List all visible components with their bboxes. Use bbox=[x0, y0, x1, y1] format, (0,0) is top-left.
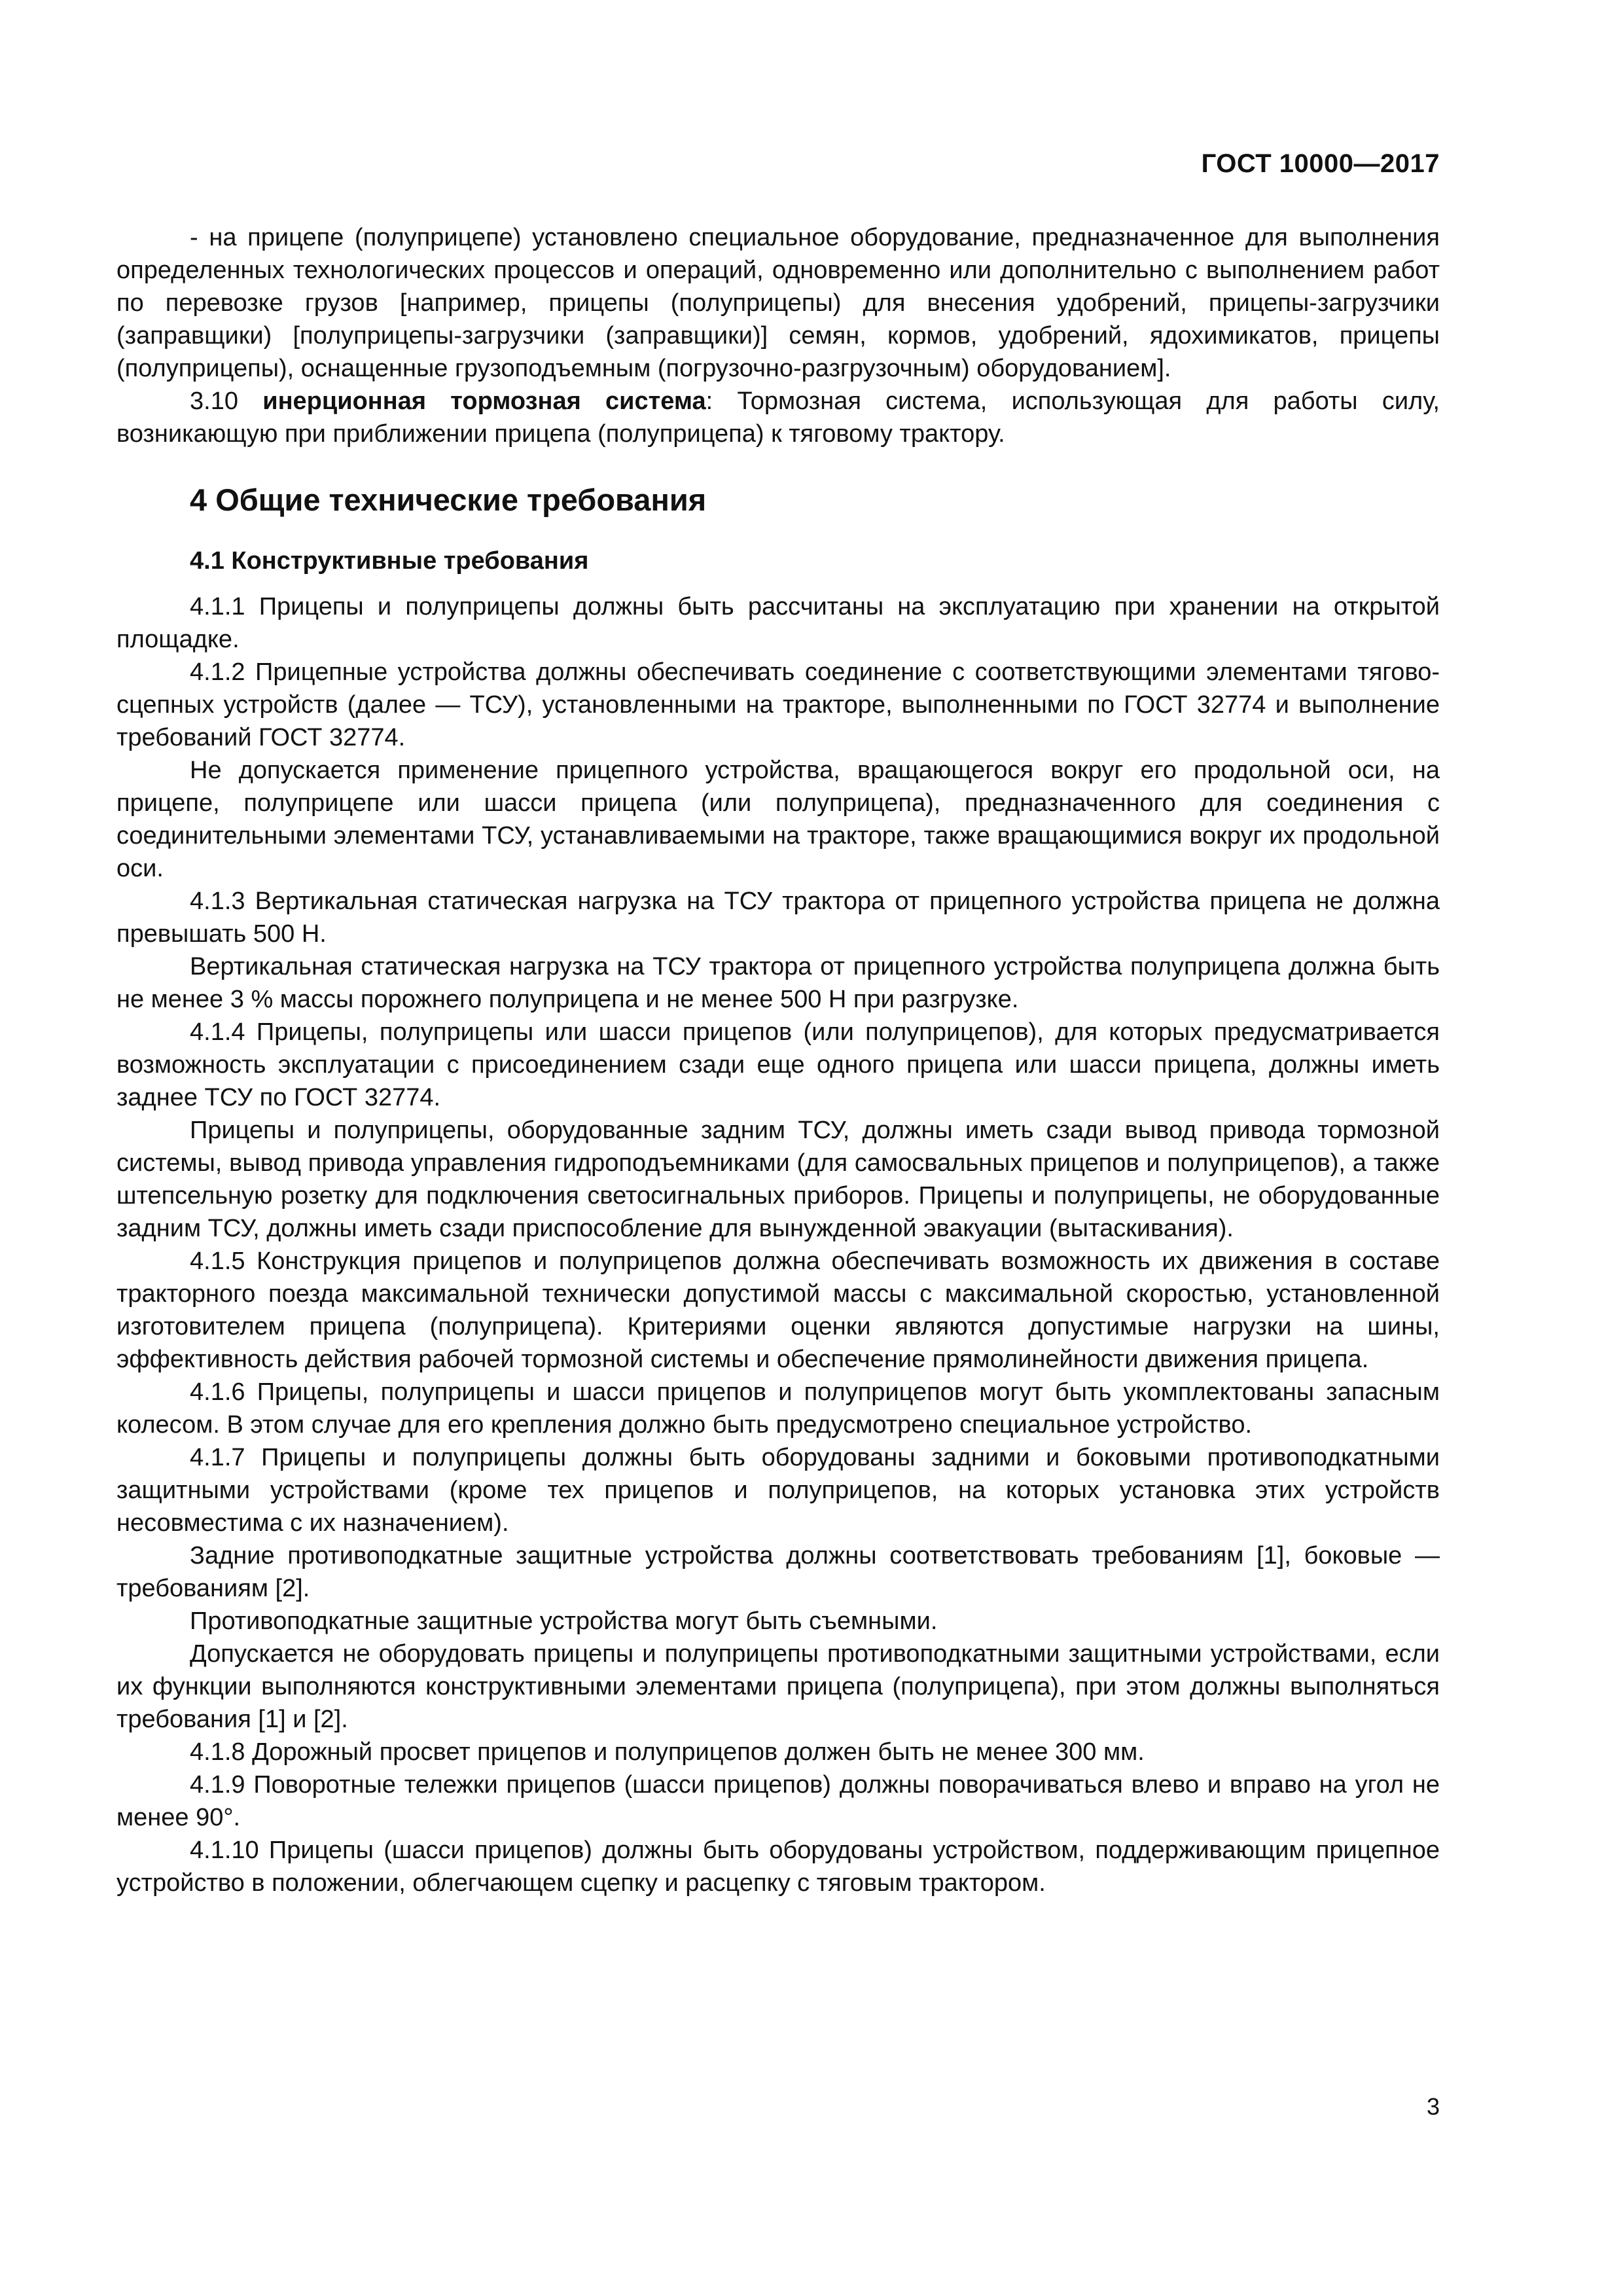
paragraph: 4.1.3 Вертикальная статическая нагрузка на ТСУ трактора от прицепного устройства прицепа не должна превышать 500 Н. bbox=[116, 888, 1440, 948]
document-body bbox=[116, 221, 1440, 1899]
document-code-header: ГОСТ 10000—2017 bbox=[1201, 149, 1440, 178]
page-number: 3 bbox=[1426, 2093, 1440, 2120]
subsection-heading: 4.1 Конструктивные требования bbox=[190, 547, 589, 575]
paragraph: - на прицепе (полуприцепе) установлено специальное оборудование, предназначенное для выполнения определенных технологических процессов и операций, одновременно или дополнительно с выполнением работ по перевозке грузов [например, прицепы (полуприцепы) для внесения удобрений, прицепы-загрузчики (заправщики) [полуприцепы-загрузчики (заправщики)] семян, кормов, удобрений, ядохимикатов, прицепы (полуприцепы), оснащенные грузоподъемным (погрузочно-разгрузочным) оборудованием]. bbox=[116, 224, 1440, 382]
paragraph: Задние противоподкатные защитные устройства должны соответствовать требованиям [1], боковые — требованиям [2]. bbox=[116, 1542, 1440, 1602]
paragraph: 4.1.7 Прицепы и полуприцепы должны быть оборудованы задними и боковыми противоподкатными защитными устройствами (кроме тех прицепов и полуприцепов, на которых установка этих устройств несовместима с их назначением). bbox=[116, 1444, 1440, 1537]
paragraph: Не допускается применение прицепного устройства, вращающегося вокруг его продольной оси, на прицепе, полуприцепе или шасси прицепа (или полуприцепа), предназначенного для соединения с соединительными элементами ТСУ, устанавливаемыми на тракторе, также вращающимися вокруг их продольной оси. bbox=[116, 757, 1440, 882]
paragraph: 4.1.9 Поворотные тележки прицепов (шасси прицепов) должны поворачиваться влево и вправо на угол не менее 90°. bbox=[116, 1771, 1440, 1831]
term-definition-3-10 bbox=[116, 385, 1440, 450]
paragraph: 4.1.4 Прицепы, полуприцепы или шасси прицепов (или полуприцепов), для которых предусматривается возможность эксплуатации с присоединением сзади еще одного прицепа или шасси прицепа, должны иметь заднее ТСУ по ГОСТ 32774. bbox=[116, 1018, 1440, 1111]
paragraph: 4.1.10 Прицепы (шасси прицепов) должны быть оборудованы устройством, поддерживающим прицепное устройство в положении, облегчающем сцепку и расцепку с тяговым трактором. bbox=[116, 1837, 1440, 1897]
paragraph: 4.1.5 Конструкция прицепов и полуприцепов должна обеспечивать возможность их движения в составе тракторного поезда максимальной технически допустимой массы с максимальной скоростью, установленной изготовителем прицепа (полуприцепа). Критериями оценки являются допустимые нагрузки на шины, эффективность действия рабочей тормозной системы и обеспечение прямолинейности движения прицепа. bbox=[116, 1247, 1440, 1373]
paragraph: Допускается не оборудовать прицепы и полуприцепы противоподкатными защитными устройствами, если их функции выполняются конструктивными элементами прицепа (полуприцепа), при этом должны выполняться требования [1] и [2]. bbox=[116, 1640, 1440, 1733]
paragraph: Прицепы и полуприцепы, оборудованные задним ТСУ, должны иметь сзади вывод привода тормозной системы, вывод привода управления гидроподъемниками (для самосвальных прицепов и полуприцепов), а также штепсельную розетку для подключения светосигнальных приборов. Прицепы и полуприцепы, не оборудованные задним ТСУ, должны иметь сзади приспособление для вынужденной эвакуации (вытаскивания). bbox=[116, 1117, 1440, 1242]
term-definition: : Тормозная система, использующая для работы силу, возникающую при приближении прицепа (полуприцепа) к тяговому трактору. bbox=[116, 387, 1440, 448]
paragraph: 4.1.2 Прицепные устройства должны обеспечивать соединение с соответствующими элементами тягово-сцепных устройств (далее — ТСУ), установленными на тракторе, выполненными по ГОСТ 32774 и выполнение требований ГОСТ 32774. bbox=[116, 658, 1440, 751]
paragraph: Вертикальная статическая нагрузка на ТСУ трактора от прицепного устройства полуприцепа должна быть не менее 3 % массы порожнего полуприцепа и не менее 500 Н при разгрузке. bbox=[116, 953, 1440, 1013]
paragraph: Противоподкатные защитные устройства могут быть съемными. bbox=[190, 1607, 938, 1635]
term-number: 3.10 bbox=[190, 387, 263, 415]
term-name: инерционная тормозная система bbox=[262, 387, 706, 415]
section-heading: 4 Общие технические требования bbox=[190, 482, 707, 517]
paragraph: 4.1.8 Дорожный просвет прицепов и полуприцепов должен быть не менее 300 мм. bbox=[190, 1738, 1145, 1766]
paragraph: 4.1.1 Прицепы и полуприцепы должны быть рассчитаны на эксплуатацию при хранении на открытой площадке. bbox=[116, 593, 1440, 653]
paragraph: 4.1.6 Прицепы, полуприцепы и шасси прицепов и полуприцепов могут быть укомплектованы запасным колесом. В этом случае для его крепления должно быть предусмотрено специальное устройство. bbox=[116, 1378, 1440, 1439]
